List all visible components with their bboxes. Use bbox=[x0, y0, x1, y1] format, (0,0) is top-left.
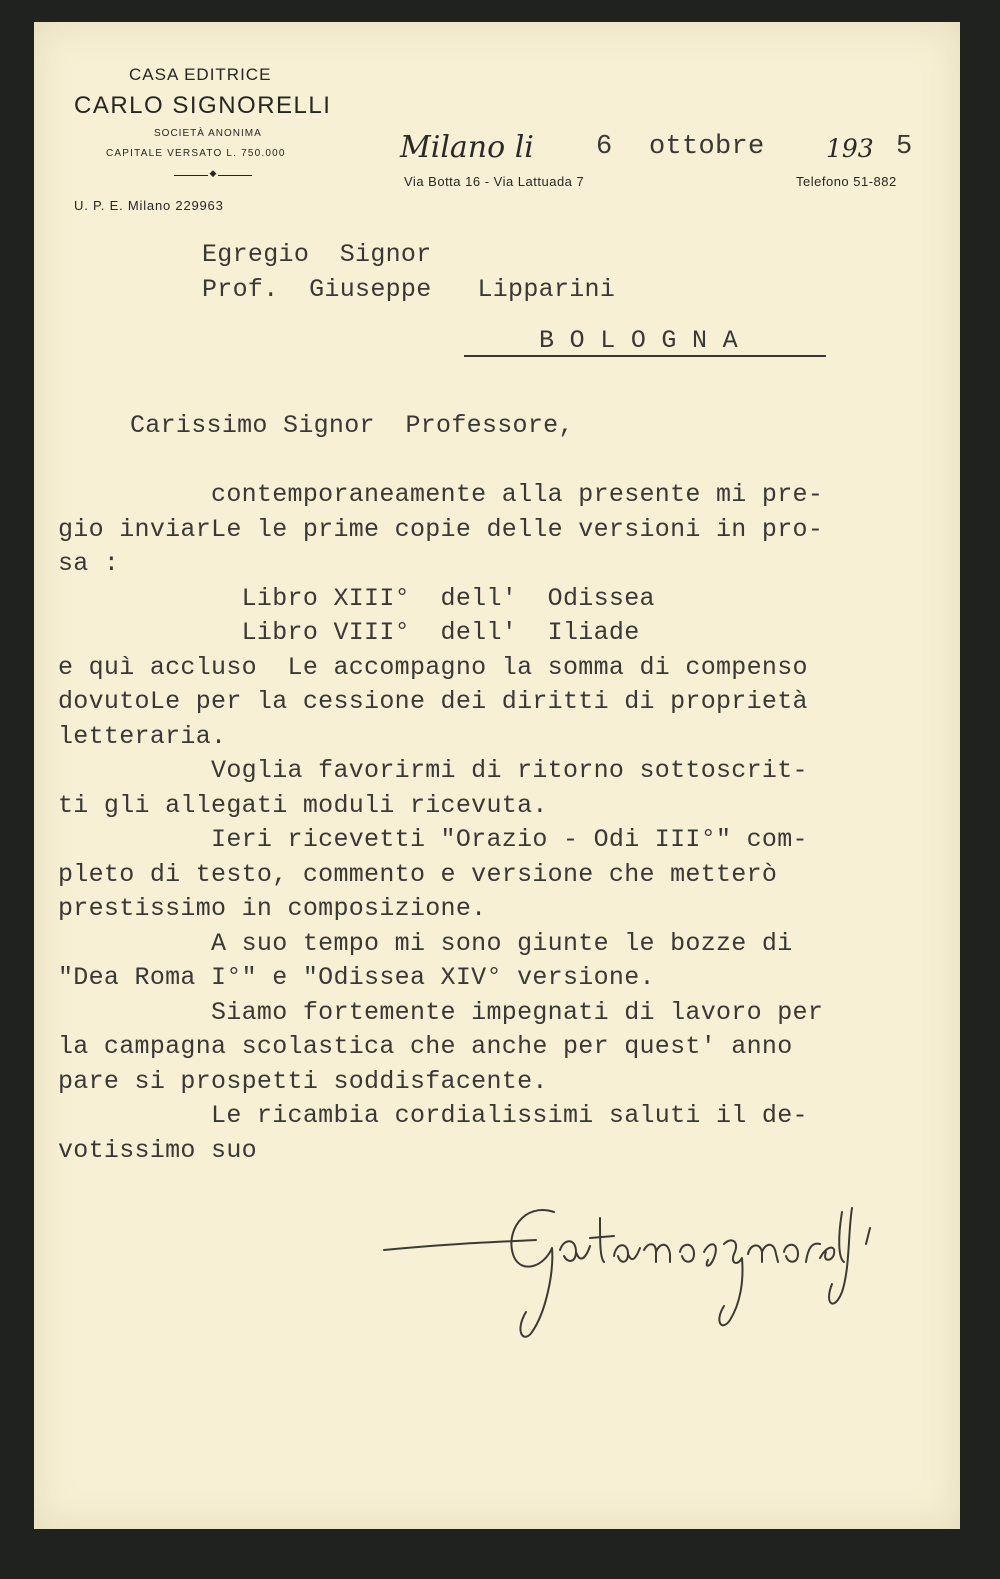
body-line: e quì accluso Le accompagno la somma di compenso bbox=[58, 652, 808, 682]
letterhead-capitale: CAPITALE VERSATO L. 750.000 bbox=[106, 148, 286, 159]
body-line: Libro VIII° dell' Iliade bbox=[58, 618, 640, 647]
body-line: Libro XIII° dell' Odissea bbox=[58, 583, 655, 613]
body-line: A suo tempo mi sono giunte le bozze di bbox=[58, 928, 793, 958]
addressee-line1: Egregio Signor bbox=[202, 240, 432, 269]
addressee-city: B O L O G N A bbox=[539, 326, 738, 355]
body-line: sa : bbox=[58, 549, 120, 578]
body-line: pare si prospetti soddisfacente. bbox=[58, 1066, 548, 1096]
ornament-diamond: ◆ bbox=[209, 168, 217, 178]
letterhead-place: Milano li bbox=[400, 130, 534, 165]
addressee-underline bbox=[464, 355, 826, 357]
date-month: ottobre bbox=[649, 132, 765, 162]
body-line: prestissimo in composizione. bbox=[58, 894, 487, 923]
body-line: gio inviarLe le prime copie delle versioni in pro- bbox=[58, 514, 824, 544]
body-line: letteraria. bbox=[58, 721, 227, 751]
letterhead-telefono: Telefono 51-882 bbox=[796, 174, 897, 189]
body-line: Voglia favorirmi di ritorno sottoscrit- bbox=[58, 756, 808, 785]
letterhead-ornament bbox=[174, 168, 252, 182]
body-line: Le ricambia cordialissimi saluti il de- bbox=[58, 1101, 808, 1130]
body-line: ti gli allegati moduli ricevuta. bbox=[58, 790, 548, 820]
body-line: la campagna scolastica che anche per quest' anno bbox=[58, 1032, 793, 1061]
letterhead-address: Via Botta 16 - Via Lattuada 7 bbox=[404, 174, 585, 189]
body-line: votissimo suo bbox=[58, 1135, 257, 1165]
letterhead-casa: CASA EDITRICE bbox=[129, 65, 272, 84]
addressee-line2: Prof. Giuseppe Lipparini bbox=[202, 275, 616, 304]
letterhead-upe: U. P. E. Milano 229963 bbox=[74, 198, 224, 213]
letterhead-societa: SOCIETÀ ANONIMA bbox=[154, 128, 262, 139]
letterhead-year-prefix: 193 bbox=[826, 134, 874, 163]
body-line: dovutoLe per la cessione dei diritti di proprietà bbox=[58, 687, 808, 716]
body-line: pleto di testo, commento e versione che metterò bbox=[58, 859, 778, 889]
body-line: Siamo fortemente impegnati di lavoro per bbox=[58, 997, 824, 1027]
date-day: 6 bbox=[596, 132, 613, 162]
date-year-digit: 5 bbox=[896, 132, 913, 162]
signature bbox=[364, 1172, 884, 1352]
body-line: "Dea Roma I°" e "Odissea XIV° versione. bbox=[58, 963, 655, 992]
letter-sheet bbox=[34, 22, 960, 1529]
body-line: Ieri ricevetti "Orazio - Odi III°" com- bbox=[58, 825, 808, 854]
letterhead-name: CARLO SIGNORELLI bbox=[74, 92, 332, 119]
body-line: contemporaneamente alla presente mi pre- bbox=[58, 480, 824, 509]
salutation: Carissimo Signor Professore, bbox=[130, 411, 574, 440]
